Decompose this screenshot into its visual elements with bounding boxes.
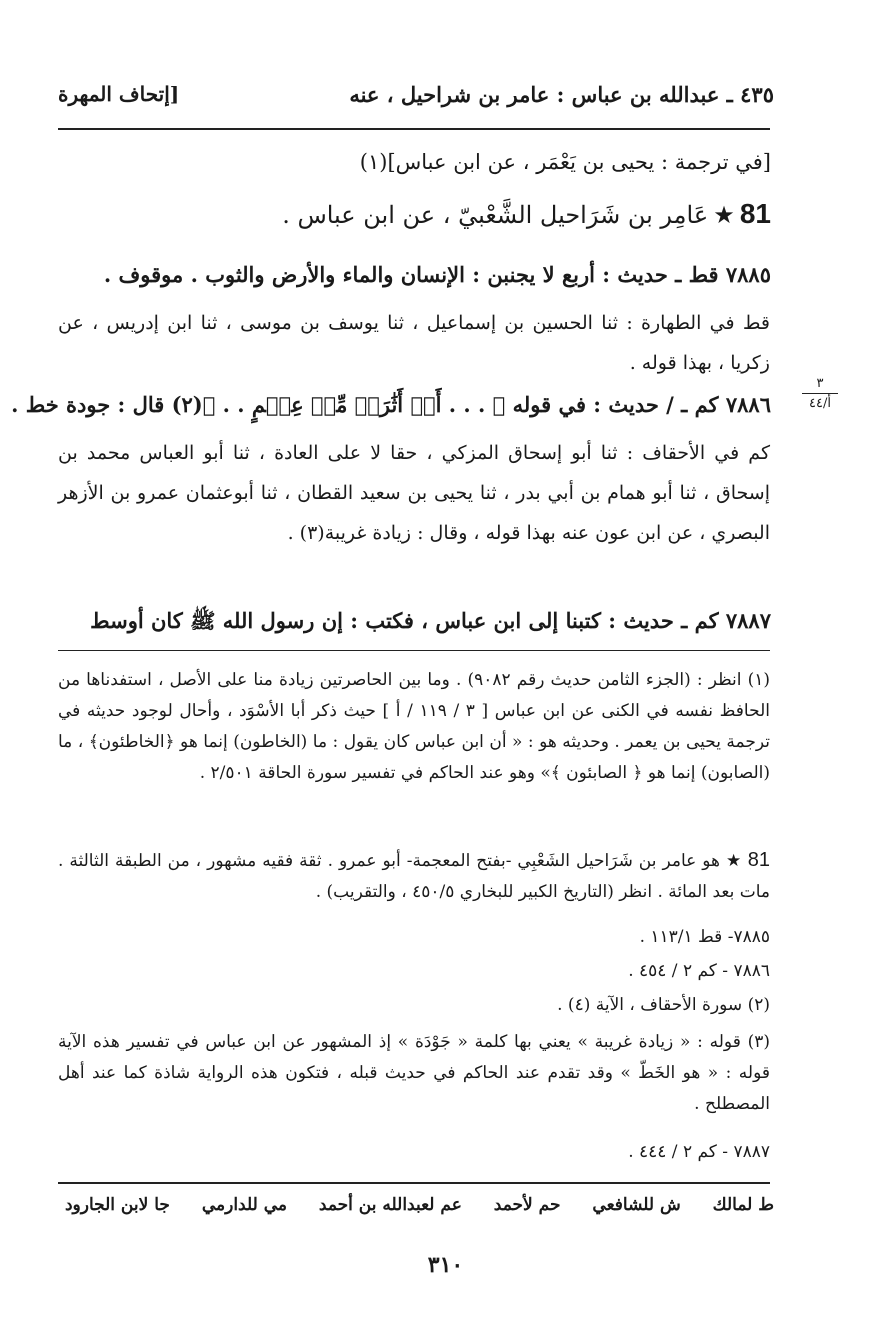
- heading-number: 81: [739, 198, 771, 229]
- hadith-7885-chain: قط في الطهارة : ثنا الحسين بن إسماعيل ، ثنا يوسف بن موسى ، ثنا ابن إدريس ، عن زكريا ، بهذا قوله .: [58, 312, 770, 374]
- hadith-7886-heading: ٧٨٨٦ كم ـ / حديث : في قوله ﴿ . . . أَوۡ أَثَٰرَةٖ مِّنۡ عِلۡمٍ . . ﴾(٢) قال : جودة خط .: [11, 392, 771, 417]
- abbr-darimi: مي للدارمي: [201, 1195, 287, 1215]
- running-title: ٤٣٥ ـ عبدالله بن عباس : عامر بن شراحيل ، عنه: [349, 82, 774, 107]
- margin-folio-bottom: أ/٤٤: [809, 396, 831, 411]
- section-heading: [282, 198, 771, 230]
- abbreviations-rule: [58, 1182, 770, 1184]
- abbr-abdullah: عم لعبدالله بن أحمد: [318, 1195, 462, 1215]
- footnote-81-text: ★ هو عامر بن شَرَاحيل الشَعْبِي -بفتح المعجمة- أبو عمرو . ثقة فقيه مشهور ، من الطبقة الثالثة . مات بعد المائة . انظر (التاريخ الكبير للبخاري ٤٥٠/٥ ، والتقريب) .: [58, 851, 770, 902]
- abbreviations-legend: [58, 1195, 774, 1215]
- footnote-2: (٢) سورة الأحقاف ، الآية (٤) .: [557, 995, 770, 1015]
- footnote-81: [58, 845, 770, 908]
- margin-folio-note: [800, 376, 840, 411]
- margin-folio-rule: [802, 393, 838, 394]
- ref-7887: ٧٨٨٧ - كم ٢ / ٤٤٤ .: [628, 1142, 770, 1162]
- hadith-7885-heading: ٧٨٨٥ قط ـ حديث : أربع لا يجنبن : الإنسان والماء والأرض والثوب . موقوف .: [103, 262, 771, 287]
- translation-note: [في ترجمة : يحيى بن يَعْمَر ، عن ابن عباس](١): [359, 150, 771, 174]
- abbr-shafii: ش للشافعي: [592, 1195, 681, 1215]
- footnote-81-number: 81: [747, 849, 771, 871]
- hadith-7886-chain: كم في الأحقاف : ثنا أبو إسحاق المزكي ، حقا لا على العادة ، ثنا أبو العباس محمد بن إسحاق ، ثنا أبو همام بن أبي بدر ، ثنا يحيى بن سعيد القطان ، ثنا أبوعثمان عمرو بن الأزهر البصري ، عن ابن عون عنه بهذا قوله ، وقال : زيادة غريبة(٣) .: [58, 442, 770, 544]
- page-number: ٣١٠: [427, 1252, 464, 1278]
- footnote-rule: [58, 650, 770, 651]
- footnote-1: (١) انظر : (الجزء الثامن حديث رقم ٩٠٨٢) . وما بين الحاصرتين زيادة منا على الأصل ، استفدناها من الحافظ نفسه في الكنى عن ابن عباس [ ٣ / ١١٩ / أ ] حيث ذكر أبا الأسْوَد ، وأحال لوجود حديثه في ترجمة يحيى بن يعمر . وحديثه هو : « أن ابن عباس كان يقول : ما (الخاطون) إنما هو ﴿الخاطئون﴾ ، ما (الصابون) إنما هو ﴿ الصابئون ﴾» وهو عند الحاكم في تفسير سورة الحاقة ٢/٥٠١ .: [58, 670, 770, 783]
- page-header: [58, 78, 774, 114]
- ref-7885: ٧٨٨٥- قط ١١٣/١ .: [639, 927, 770, 947]
- star-icon: ★: [713, 201, 735, 229]
- abbr-malik: ط لمالك: [712, 1195, 774, 1215]
- footnote-3: (٣) قوله : « زيادة غريبة » يعني بها كلمة « جَوْدَة » إذ المشهور عن ابن عباس في تفسير هذه الآية قوله : « هو الخَطّ » وقد تقدم عند الحاكم في حديث قبله ، فتكون هذه الرواية شاذة كما عند أهل المصطلح .: [58, 1032, 770, 1114]
- heading-text: عَامِر بن شَرَاحيل الشَّعْبيّ ، عن ابن عباس .: [282, 201, 709, 229]
- hadith-7887-heading: ٧٨٨٧ كم ـ حديث : كتبنا إلى ابن عباس ، فكتب : إن رسول الله ﷺ كان أوسط: [90, 608, 771, 633]
- ref-7886: ٧٨٨٦ - كم ٢ / ٤٥٤ .: [628, 961, 770, 981]
- margin-folio-top: ٣: [816, 376, 824, 391]
- abbr-jarud: جا لابن الجارود: [64, 1195, 170, 1215]
- header-rule: [58, 128, 770, 130]
- book-title: [إتحاف المهرة: [58, 82, 180, 106]
- abbr-ahmad: حم لأحمد: [493, 1195, 561, 1215]
